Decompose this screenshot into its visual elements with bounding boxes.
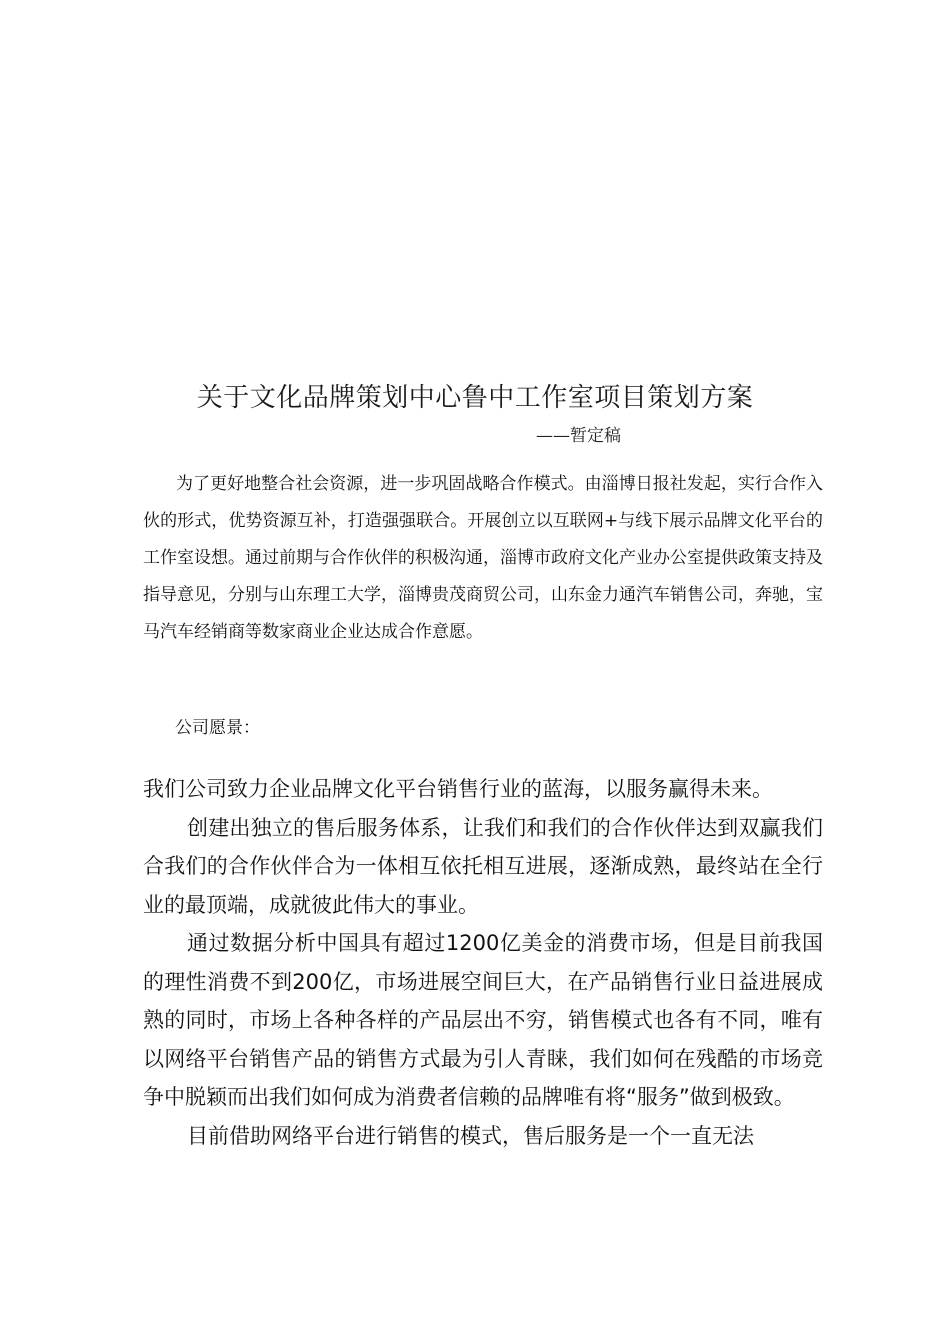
body-section [143,770,823,1155]
intro-paragraph: 为了更好地整合社会资源，进一步巩固战略合作模式。由淄博日报社发起，实行合作入伙的形式，优势资源互补，打造强强联合。开展创立以互联网+与线下展示品牌文化平台的工作室设想。通过前期与合作伙伴的积极沟通，淄博市政府文化产业办公室提供政策支持及指导意见，分别与山东理工大学，淄博贵茂商贸公司，山东金力通汽车销售公司，奔驰，宝马汽车经销商等数家商业企业达成合作意愿。 [143,474,823,642]
body-paragraph-market: 通过数据分析中国具有超过1200亿美金的消费市场，但是目前我国的理性消费不到200亿，市场进展空间巨大，在产品销售行业日益进展成熟的同时，市场上各种各样的产品层出不穷，销售模式也各有不同，唯有以网络平台销售产品的销售方式最为引人青睐，我们如何在残酷的市场竞争中脱颖而出我们如何成为消费者信赖的品牌唯有将“服务”做到极致。 [143,931,823,1109]
document-subtitle: ——暂定稿 [536,426,621,446]
vision-label: 公司愿景： [175,718,260,738]
intro-section [143,466,823,651]
body-paragraph-current-model: 目前借助网络平台进行销售的模式，售后服务是一个一直无法 [187,1123,754,1148]
body-paragraph-vision: 我们公司致力企业品牌文化平台销售行业的蓝海，以服务赢得未来。 [143,777,773,801]
document-title: 关于文化品牌策划中心鲁中工作室项目策划方案 [196,383,754,413]
body-paragraph-service: 创建出独立的售后服务体系，让我们和我们的合作伙伴达到双赢我们合我们的合作伙伴合为一体相互依托相互进展，逐渐成熟，最终站在全行业的最顶端，成就彼此伟大的事业。 [143,815,823,917]
